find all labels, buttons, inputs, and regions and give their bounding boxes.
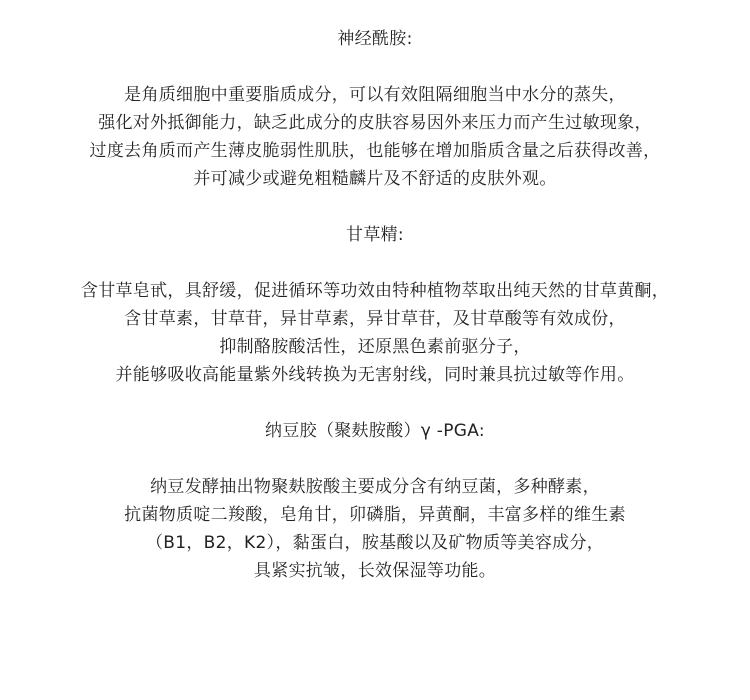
paragraph-line: 含甘草素，甘草苷，异甘草素，异甘草苷，及甘草酸等有效成份，: [124, 309, 626, 329]
paragraph-line: （B1，B2，K2），黏蛋白，胺基酸以及矿物质等美容成分，: [145, 533, 605, 553]
paragraph-line: 抑制酪胺酸活性，还原黑色素前驱分子，: [219, 337, 531, 357]
paragraph-line: 过度去角质而产生薄皮脆弱性肌肤，也能够在增加脂质含量之后获得改善，: [89, 141, 661, 161]
paragraph-line: 含甘草皂甙，具舒缓，促进循环等功效由特种植物萃取出纯天然的甘草黄酮，: [80, 281, 670, 301]
paragraph-line: 并能够吸收高能量紫外线转换为无害射线，同时兼具抗过敏等作用。: [115, 365, 635, 385]
paragraph-line: 具紧实抗皱，长效保湿等功能。: [253, 561, 497, 581]
section-heading-licorice: 甘草精:: [346, 225, 404, 245]
paragraph-line: 并可减少或避免粗糙麟片及不舒适的皮肤外观。: [193, 169, 557, 189]
section-heading-natto: 纳豆胶（聚麸胺酸）γ -PGA:: [265, 421, 485, 441]
paragraph-line: 强化对外抵御能力，缺乏此成分的皮肤容易因外来压力而产生过敏现象，: [98, 113, 652, 133]
paragraph-line: 抗菌物质啶二羧酸，皂角甘，卯磷脂，异黄酮，丰富多样的维生素: [124, 505, 626, 525]
paragraph-line: 纳豆发酵抽出物聚麸胺酸主要成分含有纳豆菌，多种酵素，: [150, 477, 600, 497]
paragraph-line: 是角质细胞中重要脂质成分，可以有效阻隔细胞当中水分的蒸失，: [124, 85, 626, 105]
section-heading-ceramide: 神经酰胺:: [337, 29, 413, 49]
